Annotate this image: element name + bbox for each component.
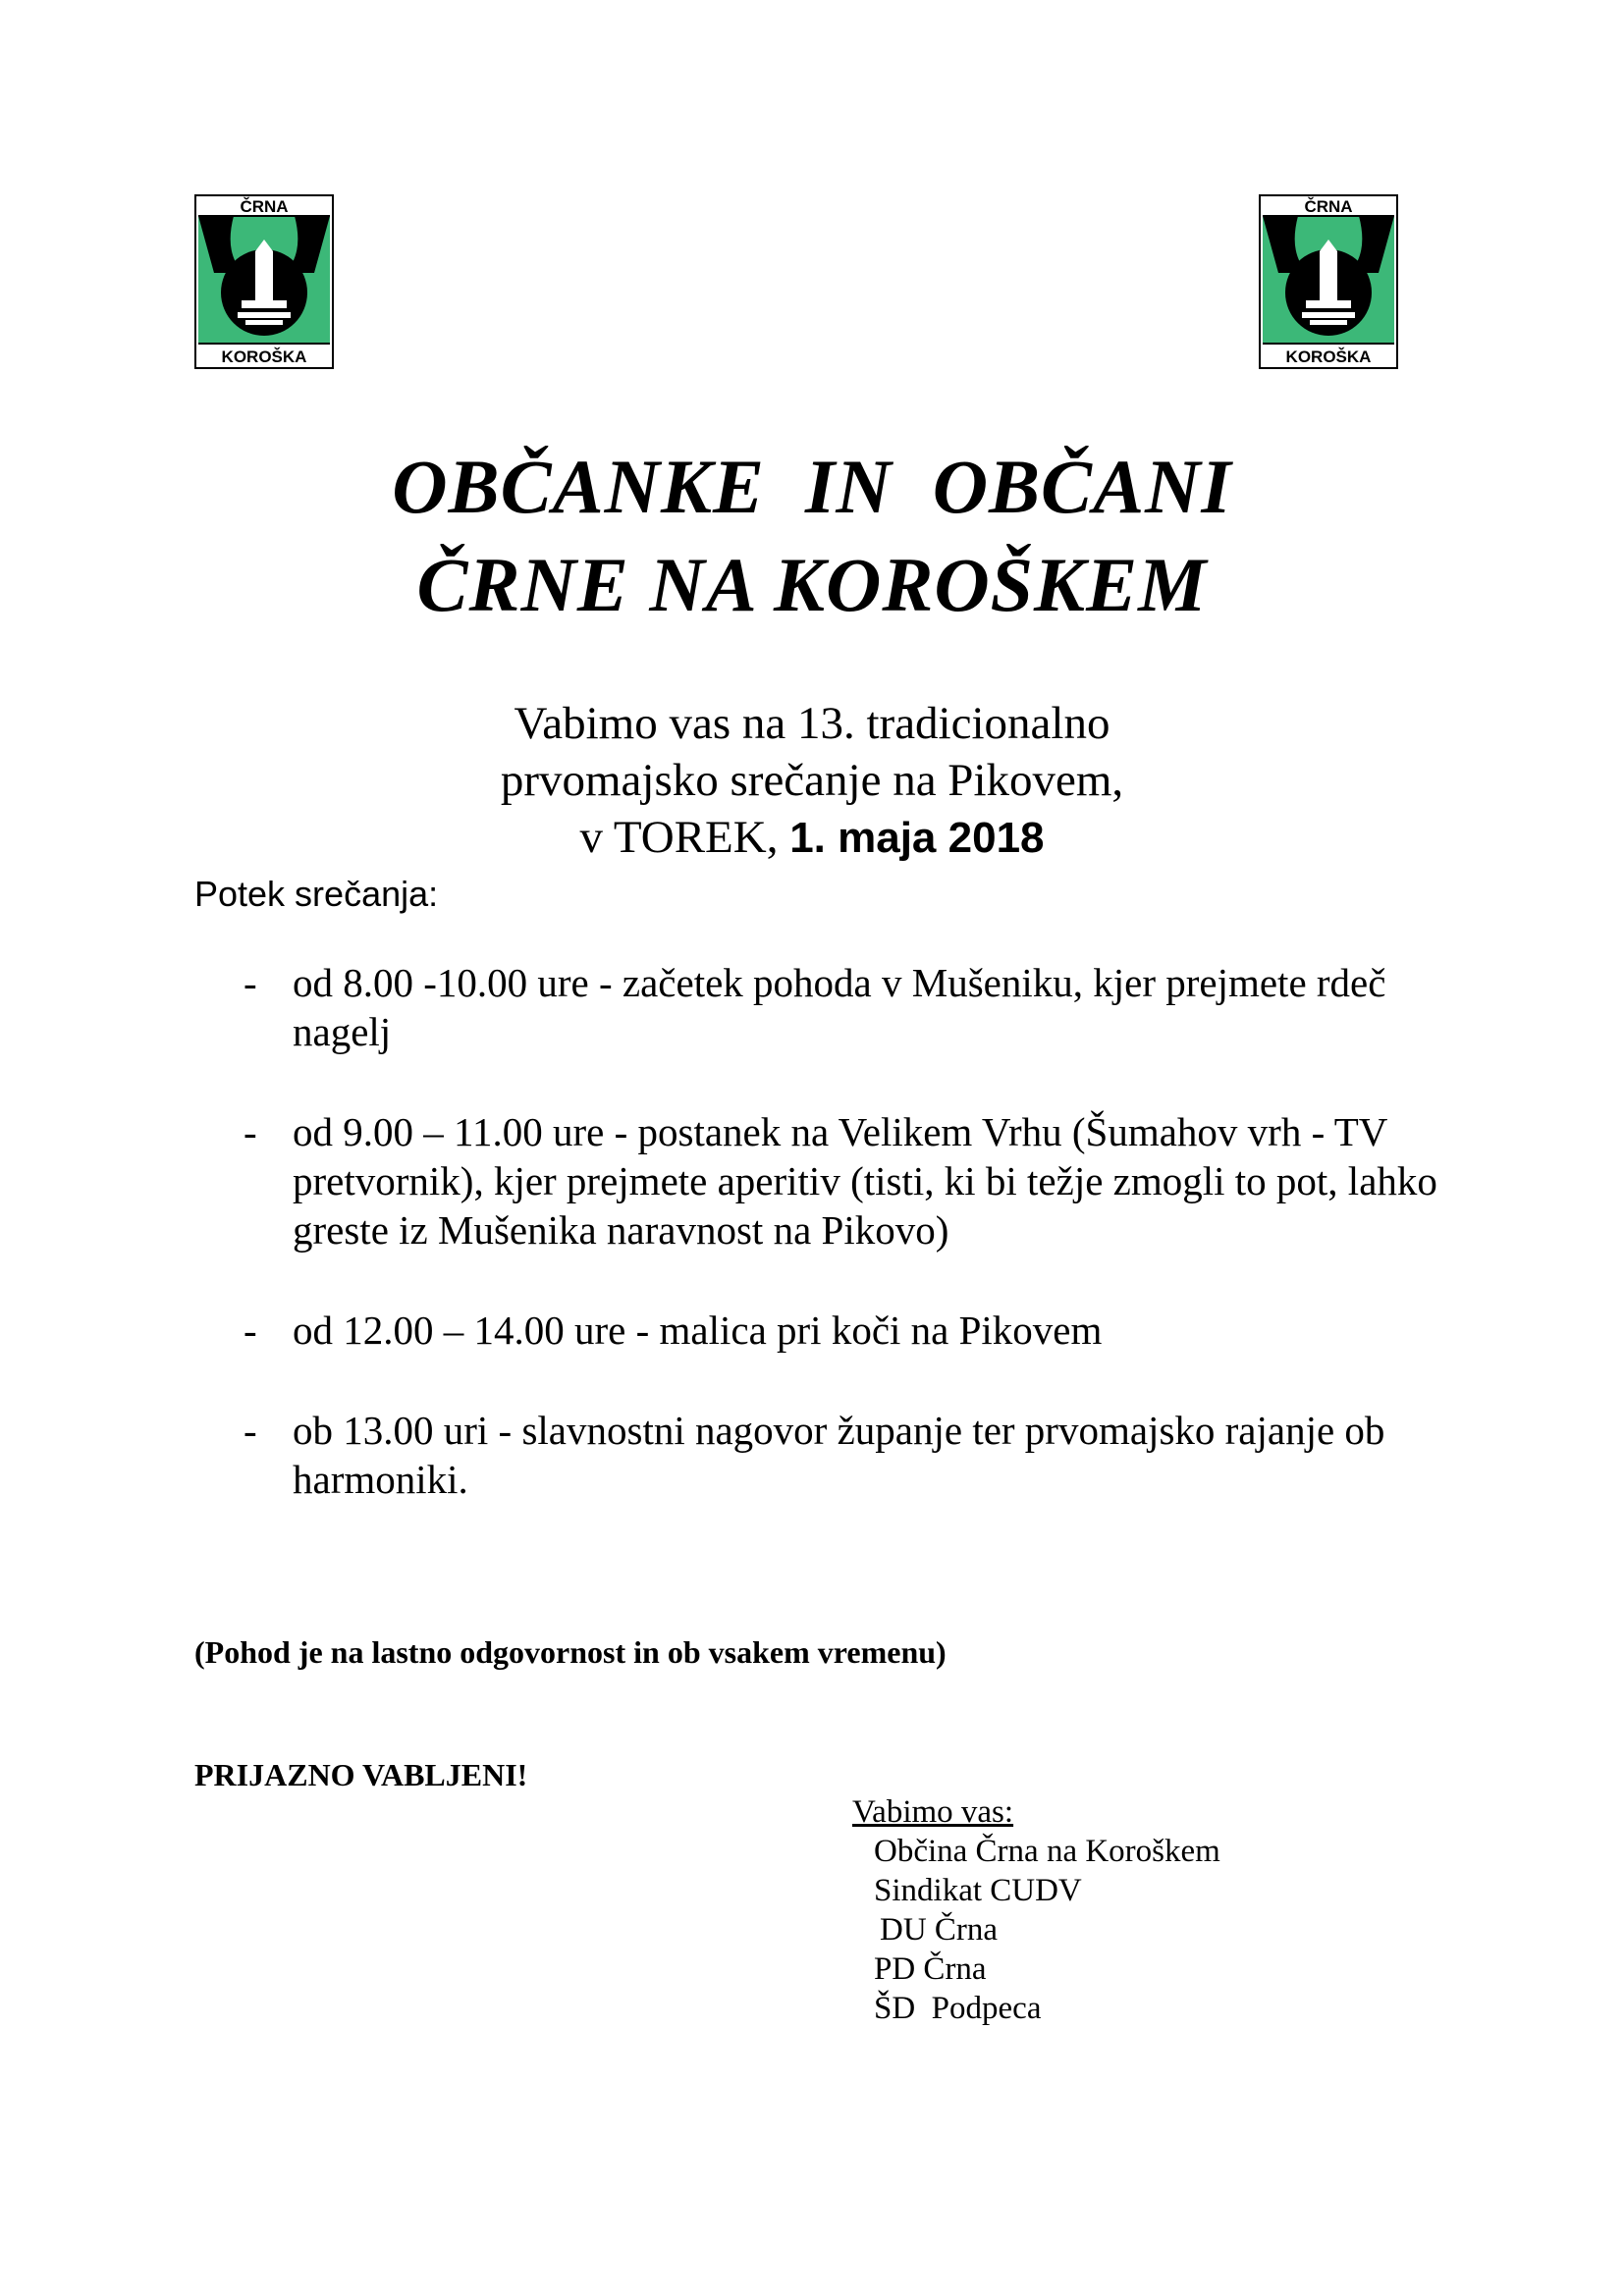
organizer-item: ŠD Podpeca [874,1991,1042,2026]
organizer-item: DU Črna [880,1912,999,1948]
invitation-line-1: Vabimo vas na 13. tradicionalno [514,698,1110,749]
organizer-item: PD Črna [874,1951,987,1987]
crest-logo-right [1259,194,1398,369]
coat-of-arms-icon [1259,194,1398,369]
coat-of-arms-icon [194,194,334,369]
page-title [0,438,1624,634]
list-item [244,1107,1461,1255]
list-item [244,1306,1461,1355]
program-heading: Potek srečanja: [194,874,439,914]
list-marker: - [244,1109,257,1154]
crest-logo-left [194,194,334,369]
invitation-line-3 [0,809,1624,867]
list-marker: - [244,1308,257,1353]
crest-bottom-label: KOROŠKA [1285,347,1372,366]
list-item-text: od 12.00 – 14.00 ure - malica pri koči na Pikovem [293,1308,1103,1353]
organizers-block [852,1792,1220,2028]
list-item-text: ob 13.00 uri - slavnostni nagovor županje ter prvomajsko rajanje ob harmoniki. [293,1408,1385,1502]
program-list [244,958,1461,1555]
list-item-text: od 9.00 – 11.00 ure - postanek na Velikem Vrhu (Šumahov vrh - TV pretvornik), kjer prejmete aperitiv (tisti, ki bi težje zmogli to pot, lahko greste iz Mušenika naravnost na Pikovo) [293,1109,1437,1253]
organizer-item: Sindikat CUDV [874,1873,1082,1908]
title-line-2: ČRNE NA KOROŠKEM [416,542,1208,627]
list-item-text: od 8.00 -10.00 ure - začetek pohoda v Mušeniku, kjer prejmete rdeč nagelj [293,960,1386,1054]
crest-bottom-label: KOROŠKA [221,347,307,366]
invitation-day: v TOREK, [579,812,790,863]
invitation-date: 1. maja 2018 [789,814,1045,862]
organizer-item: Občina Črna na Koroškem [874,1834,1220,1869]
invitation-line-2: prvomajsko srečanje na Pikovem, [500,755,1124,806]
list-item [244,958,1461,1056]
list-item [244,1406,1461,1504]
responsibility-notice: (Pohod je na lastno odgovornost in ob vsakem vremenu) [194,1634,947,1670]
list-marker: - [244,1408,257,1453]
title-line-1: OBČANKE IN OBČANI [392,444,1232,529]
crest-top-label: ČRNA [240,197,289,216]
invitation-text [0,695,1624,867]
welcome-text: PRIJAZNO VABLJENI! [194,1757,528,1792]
crest-top-label: ČRNA [1304,197,1353,216]
list-marker: - [244,960,257,1005]
organizers-title: Vabimo vas: [852,1794,1014,1830]
